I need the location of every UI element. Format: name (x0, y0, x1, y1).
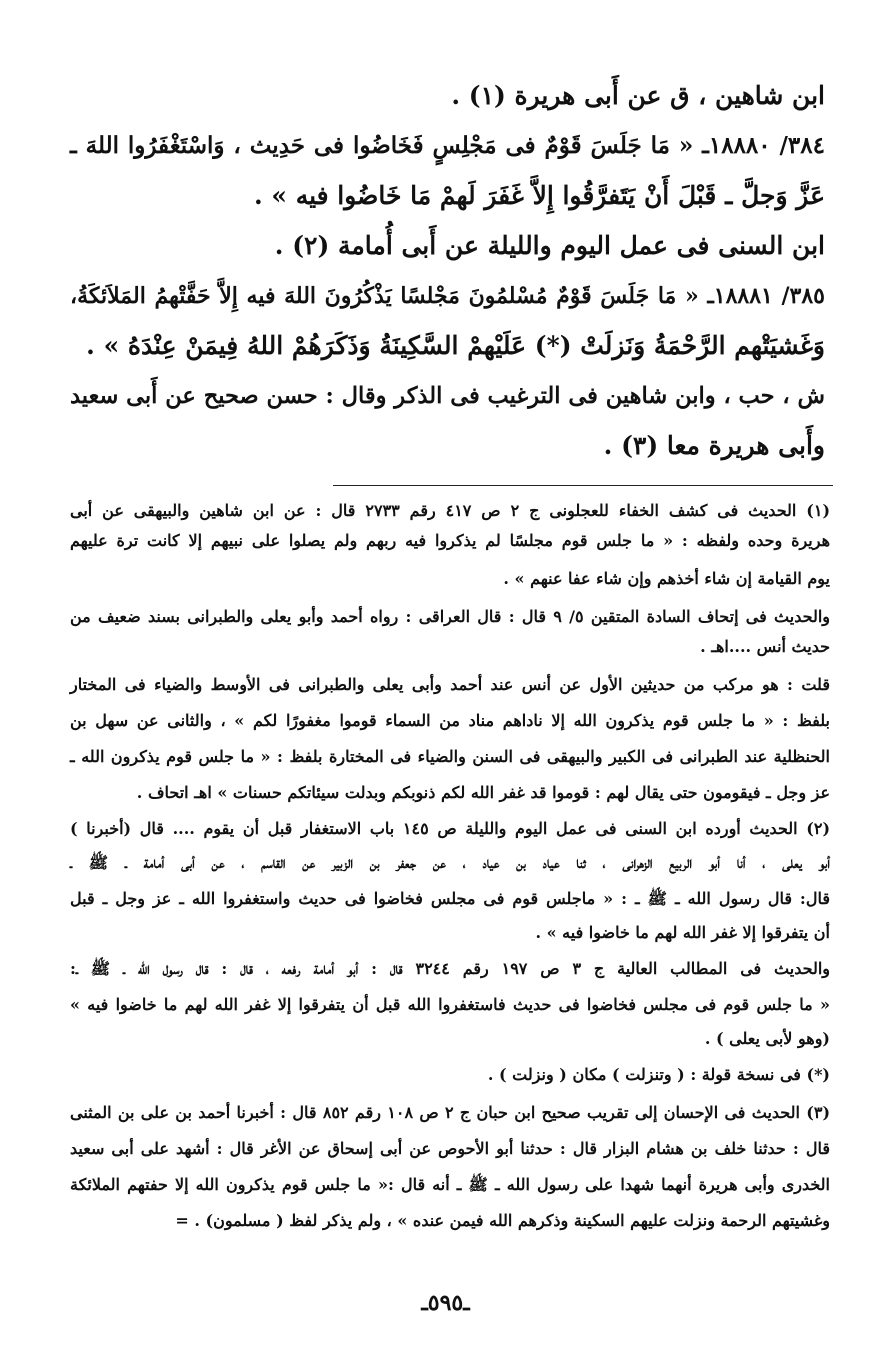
footnote-line: أبو يعلى ، أنا أبو الربيع الزهرانى ، ثنا عياد بن عياد ، عن جعفر بن الزبير عن القاسم ، عن أبى أمامة ـ ﷺ ـ (70, 853, 830, 872)
main-line-7: ش ، حب ، وابن شاهين فى الترغيب فى الذكر وقال : حسن صحيح عن أَبى سعيد (70, 383, 825, 409)
footnote-line: يوم القيامة إن شاء أخذهم وإن شاء عفا عنهم » . (503, 569, 830, 588)
page-number: ـ٥٩٥ـ (421, 1290, 470, 1316)
main-line-8: وأَبى هريرة معا (٣) . (603, 431, 825, 460)
main-line-6: وَغَشيَتْهم الرَّحْمَةُ وَنَزلَتْ (*) عَلَيْهمْ السَّكِينَةُ وَذَكَرَهُمْ اللهُ فِيمَنْ عِنْدَهُ » . (86, 331, 825, 360)
footnote-line: بلفظ : « ما جلس قوم يذكرون الله إلا ناداهم مناد من السماء قوموا مغفورًا لكم » ، والثانى عن سهل بن (70, 711, 830, 730)
footnote-line: عز وجل ـ فيقومون حتى يقال لهم : قوموا قد غفر الله لكم ذنوبكم وبدلت سيئاتكم حسنات » اهـ اتحاف . (136, 783, 830, 802)
footnote-line: حديث أنس ....اهـ . (700, 637, 830, 656)
footnote-line: (وهو لأبى يعلى ) . (704, 1029, 830, 1048)
main-line-1: ابن شاهين ، ق عن أَبى هريرة (١) . (451, 81, 825, 110)
footnote-line: قال: قال رسول الله ـ ﷺ ـ : « ماجلس قوم فى مجلس فخاضوا فى حديث واستغفروا الله ـ عز وجل ـ قبل (70, 889, 830, 908)
main-line-3: عَزَّ وَجلَّ ـ قَبْلَ أَنْ يَتَفرَّقُوا إِلاَّ غَفَرَ لَهمْ مَا خَاضُوا فيه » . (253, 181, 825, 210)
main-line-4: ابن السنى فى عمل اليوم والليلة عن أَبى أُمامة (٢) . (274, 231, 825, 260)
main-line-5: ٣٨٥/ ١٨٨٨١ـ « مَا جَلَسَ قَوْمٌ مُسْلمُونَ مَجْلسًا يَذْكُرُونَ اللهَ فيه إِلاَّ حَفَّتْهمُ المَلاَئكَةُ، (70, 283, 825, 309)
footnote-line: (٢) الحديث أورده ابن السنى فى عمل اليوم والليلة ص ١٤٥ باب الاستغفار قبل أن يقوم .... قال (أخبرنا ) (70, 819, 831, 838)
footnote-line: « ما جلس قوم فى مجلس فخاضوا فى حديث فاستغفروا الله قبل أن يتفرقوا إلا غفر الله لهم ما خاضوا فيه » (70, 995, 830, 1014)
footnote-line: الحنظلية عند الطبرانى فى الكبير والبيهقى فى السنن والضياء فى المختارة بلفظ : « ما جلس قوم يذكرون الله ـ (70, 747, 830, 766)
main-line-2: ٣٨٤/ ١٨٨٨٠ـ « مَا جَلَسَ قَوْمٌ فى مَجْلِسٍ فَخَاضُوا فى حَدِيث ، وَاسْتَغْفَرُوا اللهَ ـ (70, 132, 825, 159)
footnote-line: هريرة وحده ولفظه : « ما جلس قوم مجلسًا لم يذكروا فيه ربهم ولم يصلوا على نبيهم إلا كانت ترة عليهم (70, 531, 831, 550)
footnote-line: قلت : هو مركب من حديثين الأول عن أنس عند أحمد وأبى يعلى والطبرانى فى الأوسط والضياء فى المختار (70, 675, 831, 694)
footnote-line: (*) فى نسخة قولة : ( وتنزلت ) مكان ( ونزلت ) . (487, 1065, 830, 1084)
footnote-line: وغشيتهم الرحمة ونزلت عليهم السكينة وذكرهم الله فيمن عنده » ، ولم يذكر لفظ ( مسلمون) . = (175, 1211, 830, 1230)
footnote-line: أن يتفرقوا إلا غفر الله لهم ما خاضوا فيه » . (535, 923, 830, 942)
footnote-divider (333, 485, 833, 486)
footnote-line: الخدرى وأبى هريرة أنهما شهدا على رسول الله ـ ﷺ ـ أنه قال :« ما جلس قوم يذكرون الله إلا حفتهم الملائكة (70, 1175, 831, 1194)
footnote-line: (١) الحديث فى كشف الخفاء للعجلونى ج ٢ ص ٤١٧ رقم ٢٧٣٣ قال : عن ابن شاهين والبيهقى عن أبى (70, 501, 831, 520)
footnote-line: والحديث فى إتحاف السادة المتقين ٥/ ٩ قال : قال العراقى : رواه أحمد وأبو يعلى والطبرانى بسند ضعيف من (70, 607, 830, 626)
footnote-line: (٣) الحديث فى الإحسان إلى تقريب صحيح ابن حبان ج ٢ ص ١٠٨ رقم ٨٥٢ قال : أخبرنا أحمد بن على بن المثنى (70, 1103, 831, 1122)
footnote-line: والحديث فى المطالب العالية ج ٣ ص ١٩٧ رقم ٣٢٤٤ قال : أبو أمامة رفعه ، قال : قال رسول الله ـ ﷺ ـ: (70, 959, 830, 978)
footnote-line: قال : حدثنا خلف بن هشام البزار قال : حدثنا أبو الأحوص عن أبى إسحاق عن الأغر قال : أشهد على أبى سعيد (70, 1139, 830, 1158)
